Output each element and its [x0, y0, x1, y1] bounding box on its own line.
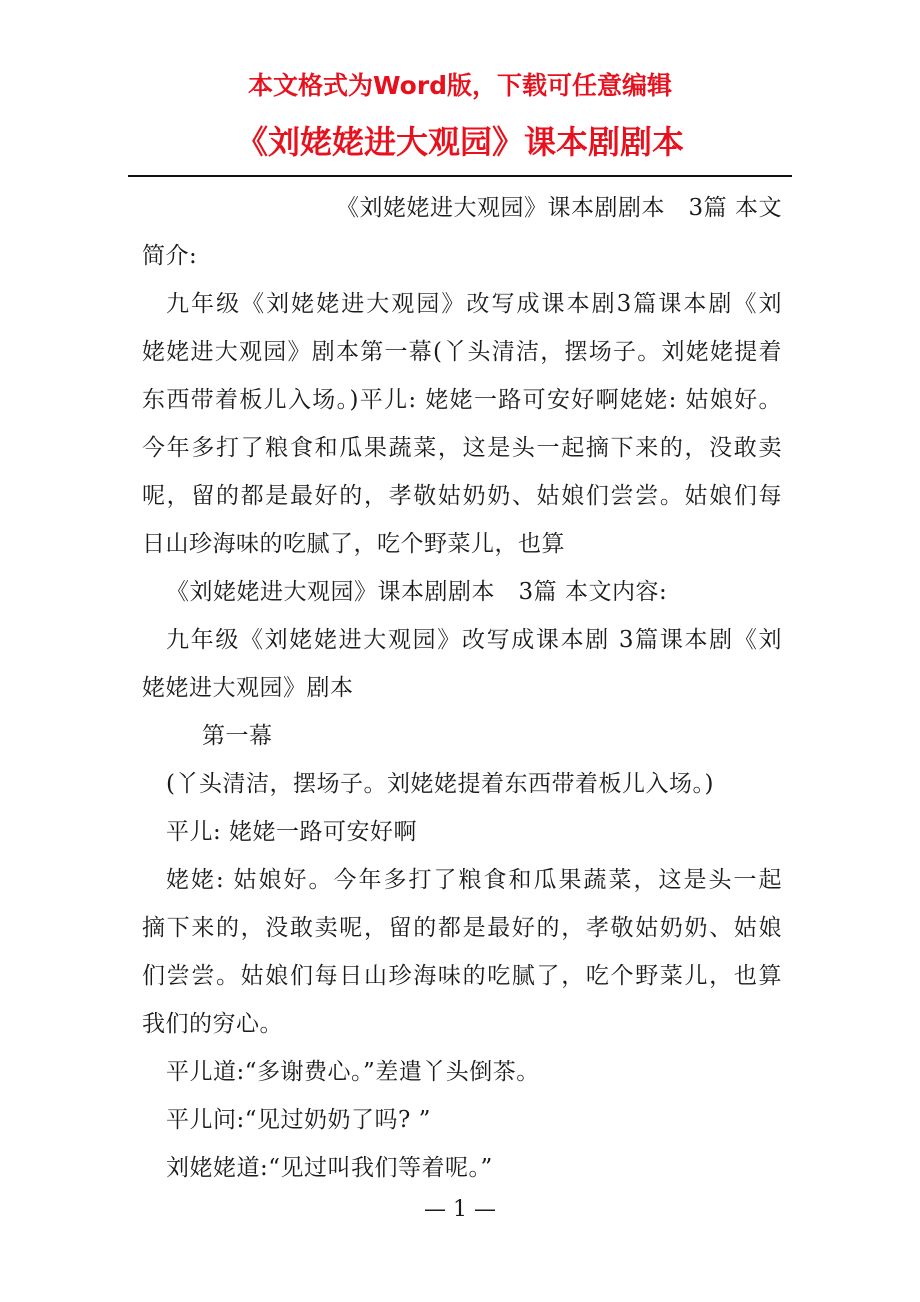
intro-line-2: 简介:	[142, 243, 198, 269]
header-divider	[128, 175, 792, 177]
content-heading: 《刘姥姥进大观园》课本剧剧本 3篇 本文内容:	[166, 579, 668, 605]
format-notice-banner: 本文格式为Word版，下载可任意编辑	[247, 71, 673, 100]
dialogue-line: 平儿: 姥姥一路可安好啊	[166, 819, 418, 845]
dialogue-line: 刘姥姥道:“见过叫我们等着呢。”	[166, 1155, 493, 1181]
dialogue-line: 姥姥: 姑娘好。今年多打了粮食和瓜果蔬菜，这是头一起	[166, 867, 782, 893]
page-number: — 1 —	[424, 1197, 496, 1222]
intro-line-1: 《刘姥姥进大观园》课本剧剧本 3篇 本文	[336, 195, 782, 221]
summary-line: 日山珍海味的吃腻了，吃个野菜儿，也算	[142, 531, 565, 557]
summary-line: 姥姥进大观园》剧本第一幕(丫头清洁，摆场子。刘姥姥提着	[142, 339, 782, 365]
dialogue-line: 我们的穷心。	[142, 1011, 283, 1037]
summary-line: 今年多打了粮食和瓜果蔬菜，这是头一起摘下来的，没敢卖	[142, 435, 782, 461]
dialogue-line: 摘下来的，没敢卖呢，留的都是最好的，孝敬姑奶奶、姑娘	[142, 915, 782, 941]
document-title: 《刘姥姥进大观园》课本剧剧本	[235, 123, 684, 161]
summary-line: 呢，留的都是最好的，孝敬姑奶奶、姑娘们尝尝。姑娘们每	[142, 483, 782, 509]
dialogue-line: 平儿问:“见过奶奶了吗? ”	[166, 1107, 431, 1133]
dialogue-line: 们尝尝。姑娘们每日山珍海味的吃腻了，吃个野菜儿，也算	[142, 963, 782, 989]
summary-line: 九年级《刘姥姥进大观园》改写成课本剧3篇课本剧《刘	[166, 291, 782, 317]
act-heading: 第一幕	[202, 723, 273, 749]
dialogue-line: 平儿道:“多谢费心。”差遣丫头倒茶。	[166, 1059, 540, 1085]
content-intro-line: 九年级《刘姥姥进大观园》改写成课本剧 3篇课本剧《刘	[166, 627, 782, 653]
content-intro-line: 姥姥进大观园》剧本	[142, 675, 354, 701]
document-body	[142, 184, 782, 1192]
stage-direction: (丫头清洁，摆场子。刘姥姥提着东西带着板儿入场。)	[166, 771, 714, 797]
summary-line: 东西带着板儿入场。)平儿: 姥姥一路可安好啊姥姥: 姑娘好。	[142, 387, 782, 413]
